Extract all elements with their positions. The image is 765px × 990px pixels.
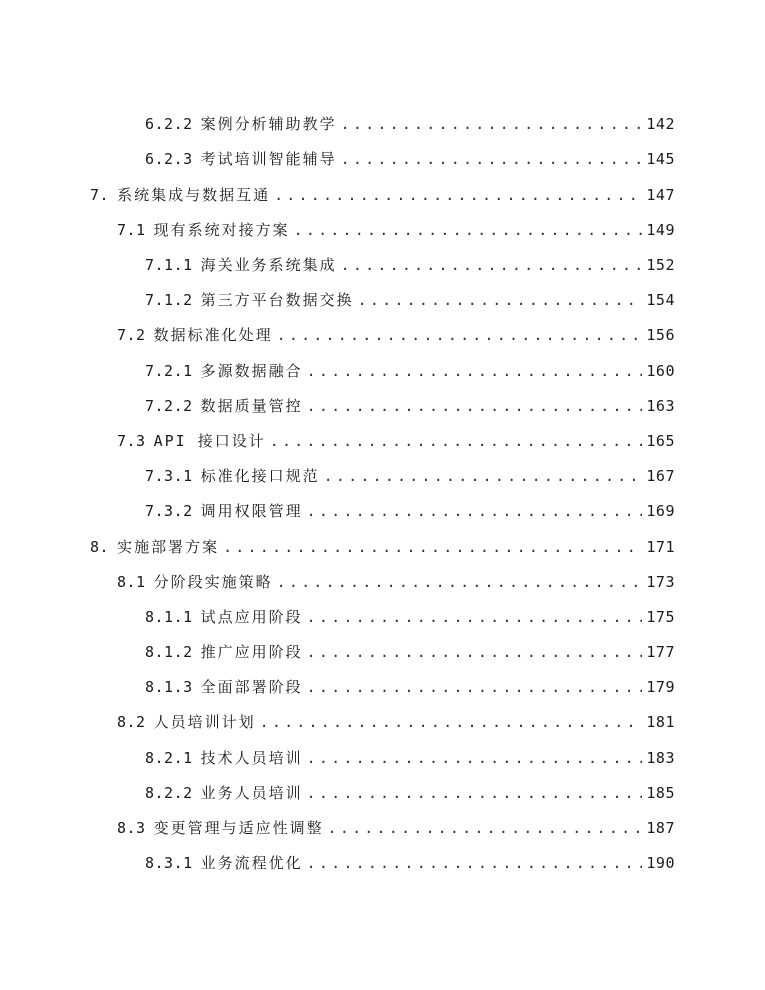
entry-title: 全面部署阶段 bbox=[200, 678, 303, 696]
entry-page-number: 181 bbox=[646, 713, 675, 731]
dot-leader bbox=[341, 112, 643, 136]
entry-number: 7.1.2 bbox=[145, 291, 193, 309]
toc-entry-level-1[interactable] bbox=[90, 183, 675, 207]
entry-title: 业务流程优化 bbox=[200, 854, 303, 872]
toc-row bbox=[0, 710, 765, 734]
entry-page-number: 163 bbox=[646, 397, 675, 415]
toc-row bbox=[0, 394, 765, 418]
toc-row bbox=[0, 605, 765, 629]
dot-leader bbox=[260, 710, 643, 734]
dot-leader bbox=[307, 394, 643, 418]
dot-leader bbox=[358, 288, 643, 312]
entry-number: 8. bbox=[90, 538, 110, 556]
toc-entry-level-3[interactable] bbox=[145, 781, 675, 805]
entry-page-number: 177 bbox=[646, 643, 675, 661]
dot-leader bbox=[307, 746, 643, 770]
toc-entry-level-2[interactable] bbox=[117, 429, 675, 453]
entry-number: 6.2.3 bbox=[145, 150, 193, 168]
entry-page-number: 167 bbox=[646, 467, 675, 485]
toc-entry-level-3[interactable] bbox=[145, 675, 675, 699]
entry-number: 8.1.1 bbox=[145, 608, 193, 626]
entry-page-number: 183 bbox=[646, 749, 675, 767]
entry-page-number: 171 bbox=[646, 538, 675, 556]
entry-page-number: 190 bbox=[646, 854, 675, 872]
entry-number: 7.2 bbox=[117, 326, 146, 344]
entry-title: 标准化接口规范 bbox=[200, 467, 320, 485]
entry-title: 考试培训智能辅导 bbox=[200, 150, 337, 168]
toc-entry-level-2[interactable] bbox=[117, 816, 675, 840]
toc-row bbox=[0, 147, 765, 171]
entry-number: 8.2 bbox=[117, 713, 146, 731]
toc-row bbox=[0, 816, 765, 840]
entry-number: 7.1 bbox=[117, 221, 146, 239]
entry-title: 实施部署方案 bbox=[117, 538, 220, 556]
entry-title: 调用权限管理 bbox=[200, 502, 303, 520]
toc-entry-level-2[interactable] bbox=[117, 570, 675, 594]
toc-row bbox=[0, 253, 765, 277]
entry-number: 8.1 bbox=[117, 573, 146, 591]
toc-row bbox=[0, 675, 765, 699]
toc-row bbox=[0, 323, 765, 347]
entry-page-number: 154 bbox=[646, 291, 675, 309]
entry-number: 7.3.1 bbox=[145, 467, 193, 485]
entry-number: 8.3 bbox=[117, 819, 146, 837]
toc-row bbox=[0, 218, 765, 242]
dot-leader bbox=[274, 183, 642, 207]
dot-leader bbox=[294, 218, 643, 242]
entry-title: 人员培训计划 bbox=[153, 713, 256, 731]
entry-title: 分阶段实施策略 bbox=[153, 573, 273, 591]
toc-entry-level-3[interactable] bbox=[145, 288, 675, 312]
entry-title: 现有系统对接方案 bbox=[153, 221, 290, 239]
entry-number: 6.2.2 bbox=[145, 115, 193, 133]
dot-leader bbox=[307, 640, 643, 664]
entry-page-number: 169 bbox=[646, 502, 675, 520]
dot-leader bbox=[307, 605, 643, 629]
entry-page-number: 165 bbox=[646, 432, 675, 450]
toc-entry-level-3[interactable] bbox=[145, 253, 675, 277]
entry-page-number: 175 bbox=[646, 608, 675, 626]
entry-number: 8.3.1 bbox=[145, 854, 193, 872]
toc-row bbox=[0, 183, 765, 207]
entry-number: 7.2.1 bbox=[145, 362, 193, 380]
toc-entry-level-3[interactable] bbox=[145, 499, 675, 523]
entry-title: 海关业务系统集成 bbox=[200, 256, 337, 274]
toc-row bbox=[0, 112, 765, 136]
entry-page-number: 149 bbox=[646, 221, 675, 239]
entry-title: 变更管理与适应性调整 bbox=[153, 819, 324, 837]
entry-title: 系统集成与数据互通 bbox=[117, 186, 271, 204]
toc-row bbox=[0, 640, 765, 664]
entry-page-number: 179 bbox=[646, 678, 675, 696]
toc-entry-level-1[interactable] bbox=[90, 535, 675, 559]
toc-entry-level-2[interactable] bbox=[117, 323, 675, 347]
entry-title: 试点应用阶段 bbox=[200, 608, 303, 626]
toc-entry-level-3[interactable] bbox=[145, 147, 675, 171]
toc-row bbox=[0, 499, 765, 523]
dot-leader bbox=[270, 429, 643, 453]
entry-page-number: 156 bbox=[646, 326, 675, 344]
entry-number: 7.2.2 bbox=[145, 397, 193, 415]
dot-leader bbox=[324, 464, 643, 488]
toc-row bbox=[0, 359, 765, 383]
toc-entry-level-3[interactable] bbox=[145, 640, 675, 664]
entry-page-number: 185 bbox=[646, 784, 675, 802]
entry-title: 第三方平台数据交换 bbox=[200, 291, 354, 309]
toc-row bbox=[0, 851, 765, 875]
entry-number: 8.1.2 bbox=[145, 643, 193, 661]
dot-leader bbox=[307, 359, 643, 383]
entry-title: 案例分析辅助教学 bbox=[200, 115, 337, 133]
toc-entry-level-3[interactable] bbox=[145, 359, 675, 383]
entry-page-number: 147 bbox=[646, 186, 675, 204]
entry-number: 8.1.3 bbox=[145, 678, 193, 696]
entry-title: API 接口设计 bbox=[153, 432, 266, 450]
dot-leader bbox=[307, 851, 643, 875]
toc-row bbox=[0, 288, 765, 312]
entry-title: 业务人员培训 bbox=[200, 784, 303, 802]
entry-number: 8.2.2 bbox=[145, 784, 193, 802]
toc-entry-level-3[interactable] bbox=[145, 605, 675, 629]
entry-title: 数据标准化处理 bbox=[153, 326, 273, 344]
toc-row bbox=[0, 746, 765, 770]
entry-title: 技术人员培训 bbox=[200, 749, 303, 767]
toc-row bbox=[0, 535, 765, 559]
dot-leader bbox=[223, 535, 642, 559]
entry-number: 7.3 bbox=[117, 432, 146, 450]
dot-leader bbox=[328, 816, 643, 840]
toc-row bbox=[0, 781, 765, 805]
toc-row bbox=[0, 570, 765, 594]
toc-entry-level-3[interactable] bbox=[145, 112, 675, 136]
dot-leader bbox=[277, 570, 643, 594]
entry-number: 7.1.1 bbox=[145, 256, 193, 274]
toc-entry-level-3[interactable] bbox=[145, 851, 675, 875]
dot-leader bbox=[341, 253, 643, 277]
dot-leader bbox=[307, 675, 643, 699]
dot-leader bbox=[341, 147, 643, 171]
entry-title: 数据质量管控 bbox=[200, 397, 303, 415]
toc-entry-level-3[interactable] bbox=[145, 464, 675, 488]
entry-page-number: 160 bbox=[646, 362, 675, 380]
toc-entry-level-3[interactable] bbox=[145, 746, 675, 770]
toc-row bbox=[0, 429, 765, 453]
dot-leader bbox=[277, 323, 643, 347]
dot-leader bbox=[307, 499, 643, 523]
toc-entry-level-3[interactable] bbox=[145, 394, 675, 418]
entry-page-number: 142 bbox=[646, 115, 675, 133]
entry-number: 7.3.2 bbox=[145, 502, 193, 520]
toc-entry-level-2[interactable] bbox=[117, 710, 675, 734]
entry-number: 7. bbox=[90, 186, 110, 204]
entry-page-number: 152 bbox=[646, 256, 675, 274]
entry-page-number: 187 bbox=[646, 819, 675, 837]
entry-page-number: 145 bbox=[646, 150, 675, 168]
toc-entry-level-2[interactable] bbox=[117, 218, 675, 242]
entry-title: 推广应用阶段 bbox=[200, 643, 303, 661]
entry-title: 多源数据融合 bbox=[200, 362, 303, 380]
dot-leader bbox=[307, 781, 643, 805]
entry-number: 8.2.1 bbox=[145, 749, 193, 767]
entry-page-number: 173 bbox=[646, 573, 675, 591]
toc-row bbox=[0, 464, 765, 488]
